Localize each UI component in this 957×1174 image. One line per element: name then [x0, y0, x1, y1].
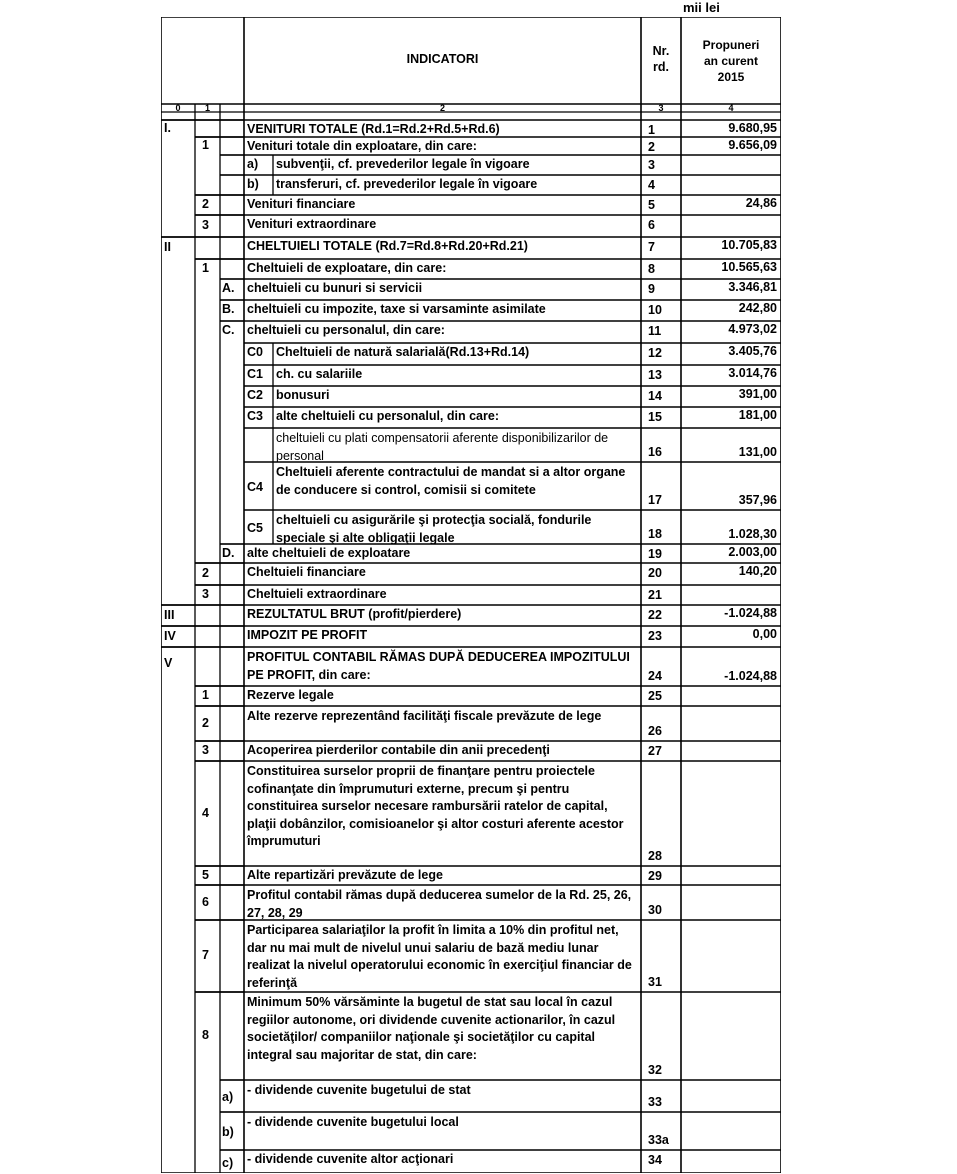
row-number: 21	[648, 588, 662, 602]
row-subnumber: 8	[202, 1028, 209, 1042]
row-letter: b)	[222, 1125, 234, 1139]
row-number: 15	[648, 410, 662, 424]
column-number: 2	[439, 103, 445, 113]
row-number: 4	[648, 178, 655, 192]
row-label: CHELTUIELI TOTALE (Rd.7=Rd.8+Rd.20+Rd.21)	[247, 239, 528, 253]
column-number: 4	[728, 103, 734, 113]
row-label: Acoperirea pierderilor contabile din anii precedenţi	[247, 743, 550, 757]
row-subnumber: 1	[202, 688, 209, 702]
row-label: Venituri totale din exploatare, din care:	[247, 139, 477, 153]
row-subnumber: 3	[202, 587, 209, 601]
row-subnumber: 1	[202, 138, 209, 152]
row-value: 10.705,83	[721, 238, 777, 252]
header-nr-rd: Nr. rd.	[652, 44, 670, 74]
row-label: Cheltuieli aferente contractului de mandat si a altor organe de conducere si control, comisii si comitete	[276, 465, 626, 497]
row-number: 25	[648, 689, 662, 703]
row-code: C0	[247, 345, 263, 359]
row-number: 32	[648, 1063, 662, 1077]
row-label: ch. cu salariile	[276, 367, 363, 381]
row-letter: A.	[222, 281, 235, 295]
row-subnumber: 2	[202, 715, 209, 730]
row-number: 7	[648, 240, 655, 254]
row-letter: a)	[222, 1090, 234, 1104]
row-number: 14	[648, 389, 662, 403]
row-number: 1	[648, 123, 655, 137]
row-label: bonusuri	[276, 388, 330, 402]
row-value: 140,20	[738, 564, 777, 578]
row-label: alte cheltuieli de exploatare	[247, 546, 411, 560]
row-number: 24	[648, 669, 662, 683]
row-value: 4.973,02	[728, 322, 777, 336]
row-label: Cheltuieli financiare	[247, 565, 366, 579]
row-subnumber: 4	[202, 805, 209, 820]
row-code: C5	[247, 521, 263, 535]
roman-numeral: V	[164, 656, 173, 670]
row-value: 2.003,00	[728, 545, 777, 559]
row-value: 3.405,76	[728, 344, 777, 358]
row-number: 33a	[648, 1133, 669, 1147]
row-number: 33	[648, 1095, 662, 1109]
row-number: 23	[648, 629, 662, 643]
row-value: 10.565,63	[721, 260, 777, 274]
row-number: 26	[648, 724, 662, 738]
row-number: 19	[648, 547, 662, 561]
row-number: 18	[648, 527, 662, 541]
row-subnumber: 2	[202, 566, 209, 580]
column-number: 3	[658, 103, 664, 113]
row-number: 27	[648, 744, 662, 758]
row-letter: C.	[222, 323, 235, 337]
header-propuneri: Propuneri an curent 2015	[702, 38, 760, 84]
row-label: Alte repartizări prevăzute de lege	[247, 868, 443, 882]
row-label: transferuri, cf. prevederilor legale în vigoare	[276, 177, 538, 191]
roman-numeral: II	[164, 240, 171, 254]
row-subnumber: 6	[202, 894, 209, 909]
row-label: alte cheltuieli cu personalul, din care:	[276, 409, 499, 423]
row-value: 391,00	[738, 387, 777, 401]
row-label: Participarea salariaţilor la profit în limita a 10% din profitul net, dar nu mai mult de nivelul unui salariu de bază mediu lunar realizat la nivelul operatorului economic în exerciţiul financiar de referinţă	[247, 923, 632, 990]
row-number: 6	[648, 218, 655, 232]
row-value: -1.024,88	[724, 606, 777, 620]
row-label: cheltuieli cu impozite, taxe si varsaminte asimilate	[247, 302, 546, 316]
row-value: 9.680,95	[728, 121, 777, 135]
row-number: 22	[648, 608, 662, 622]
row-number: 2	[648, 140, 655, 154]
column-number: 1	[204, 103, 210, 113]
row-number: 3	[648, 158, 655, 172]
roman-numeral: IV	[164, 628, 176, 643]
row-label: cheltuieli cu plati compensatorii aferente disponibilizarilor de personal	[276, 431, 609, 463]
row-subnumber: 1	[202, 261, 209, 275]
row-label: cheltuieli cu asigurările şi protecţia socială, fondurile speciale şi alte obligaţii legale	[276, 513, 592, 545]
row-value: 242,80	[738, 301, 777, 315]
row-value: -1.024,88	[724, 669, 777, 683]
row-label: Cheltuieli de exploatare, din care:	[247, 261, 447, 275]
row-number: 9	[648, 282, 655, 296]
row-value: 9.656,09	[728, 138, 777, 152]
row-number: 34	[648, 1153, 662, 1167]
row-number: 30	[648, 903, 662, 917]
row-label: PROFITUL CONTABIL RĂMAS DUPĂ DEDUCEREA IMPOZITULUI PE PROFIT, din care:	[247, 650, 630, 682]
row-code: C1	[247, 367, 263, 381]
row-label: Constituirea surselor proprii de finanţare pentru proiectele cofinanţate din împrumuturi externe, precum şi pentru constituirea surselor necesare rambursării ratelor de capital, plaţii dobânzilor, comisioanelor şi altor costuri aferente acestor împrumuturi	[247, 764, 624, 848]
row-number: 10	[648, 303, 662, 317]
row-value: 357,96	[738, 493, 777, 507]
row-label: Profitul contabil rămas după deducerea sumelor de la Rd. 25, 26, 27, 28, 29	[247, 888, 632, 920]
row-number: 12	[648, 346, 662, 360]
row-number: 31	[648, 975, 662, 989]
row-number: 16	[648, 445, 662, 459]
row-label: REZULTATUL BRUT (profit/pierdere)	[247, 607, 462, 621]
row-value: 3.346,81	[728, 280, 777, 294]
row-number: 28	[648, 849, 662, 863]
row-label: IMPOZIT PE PROFIT	[247, 628, 368, 642]
row-label: Venituri extraordinare	[247, 217, 377, 231]
row-subnumber: 7	[202, 948, 209, 962]
row-label: Cheltuieli extraordinare	[247, 587, 387, 601]
row-label: Cheltuieli de natură salarială(Rd.13+Rd.14)	[276, 345, 530, 359]
row-label: Alte rezerve reprezentând facilităţi fiscale prevăzute de lege	[247, 709, 602, 723]
row-value: 131,00	[738, 445, 777, 459]
budget-table	[161, 17, 781, 1173]
row-number: 8	[648, 262, 655, 276]
row-number: 20	[648, 566, 662, 580]
row-label: Minimum 50% vărsăminte la bugetul de stat sau local în cazul regiilor autonome, ori dividende cuvenite actionarilor, în cazul societăţilor/ companiilor naţionale şi societăţilor cu capital integral sau majoritar de stat, din care:	[247, 995, 616, 1062]
row-value: 1.028,30	[728, 527, 777, 541]
row-code: C3	[247, 409, 263, 423]
row-letter: b)	[247, 177, 259, 191]
row-label: cheltuieli cu bunuri si servicii	[247, 281, 423, 295]
row-label: - dividende cuvenite bugetului local	[247, 1115, 459, 1129]
row-label: - dividende cuvenite bugetului de stat	[247, 1083, 471, 1097]
row-number: 17	[648, 493, 662, 507]
row-code: C4	[247, 480, 263, 494]
row-label: VENITURI TOTALE (Rd.1=Rd.2+Rd.5+Rd.6)	[247, 122, 500, 136]
row-label: subvenţii, cf. prevederilor legale în vigoare	[276, 157, 530, 171]
row-code: C2	[247, 388, 263, 402]
unit-label: mii lei	[683, 0, 720, 15]
header-indicatori: INDICATORI	[406, 52, 479, 66]
row-label: cheltuieli cu personalul, din care:	[247, 323, 445, 337]
row-number: 11	[648, 324, 662, 338]
row-subnumber: 3	[202, 218, 209, 232]
row-label: Venituri financiare	[247, 197, 356, 211]
row-number: 29	[648, 869, 662, 883]
roman-numeral: III	[164, 607, 175, 622]
row-letter: B.	[222, 302, 235, 316]
row-value: 24,86	[745, 196, 777, 210]
row-value: 3.014,76	[728, 366, 777, 380]
row-subnumber: 2	[202, 197, 209, 211]
row-value: 0,00	[752, 627, 777, 641]
row-number: 13	[648, 368, 662, 382]
row-subnumber: 3	[202, 743, 209, 757]
roman-numeral: I.	[164, 120, 171, 135]
row-value: 181,00	[738, 408, 777, 422]
row-label: Rezerve legale	[247, 688, 334, 702]
column-number: 0	[175, 103, 181, 113]
row-subnumber: 5	[202, 867, 209, 882]
row-number: 5	[648, 198, 655, 212]
row-letter: D.	[222, 546, 235, 560]
row-letter: c)	[222, 1155, 234, 1170]
row-letter: a)	[247, 157, 259, 171]
row-label: - dividende cuvenite altor acţionari	[247, 1152, 454, 1166]
